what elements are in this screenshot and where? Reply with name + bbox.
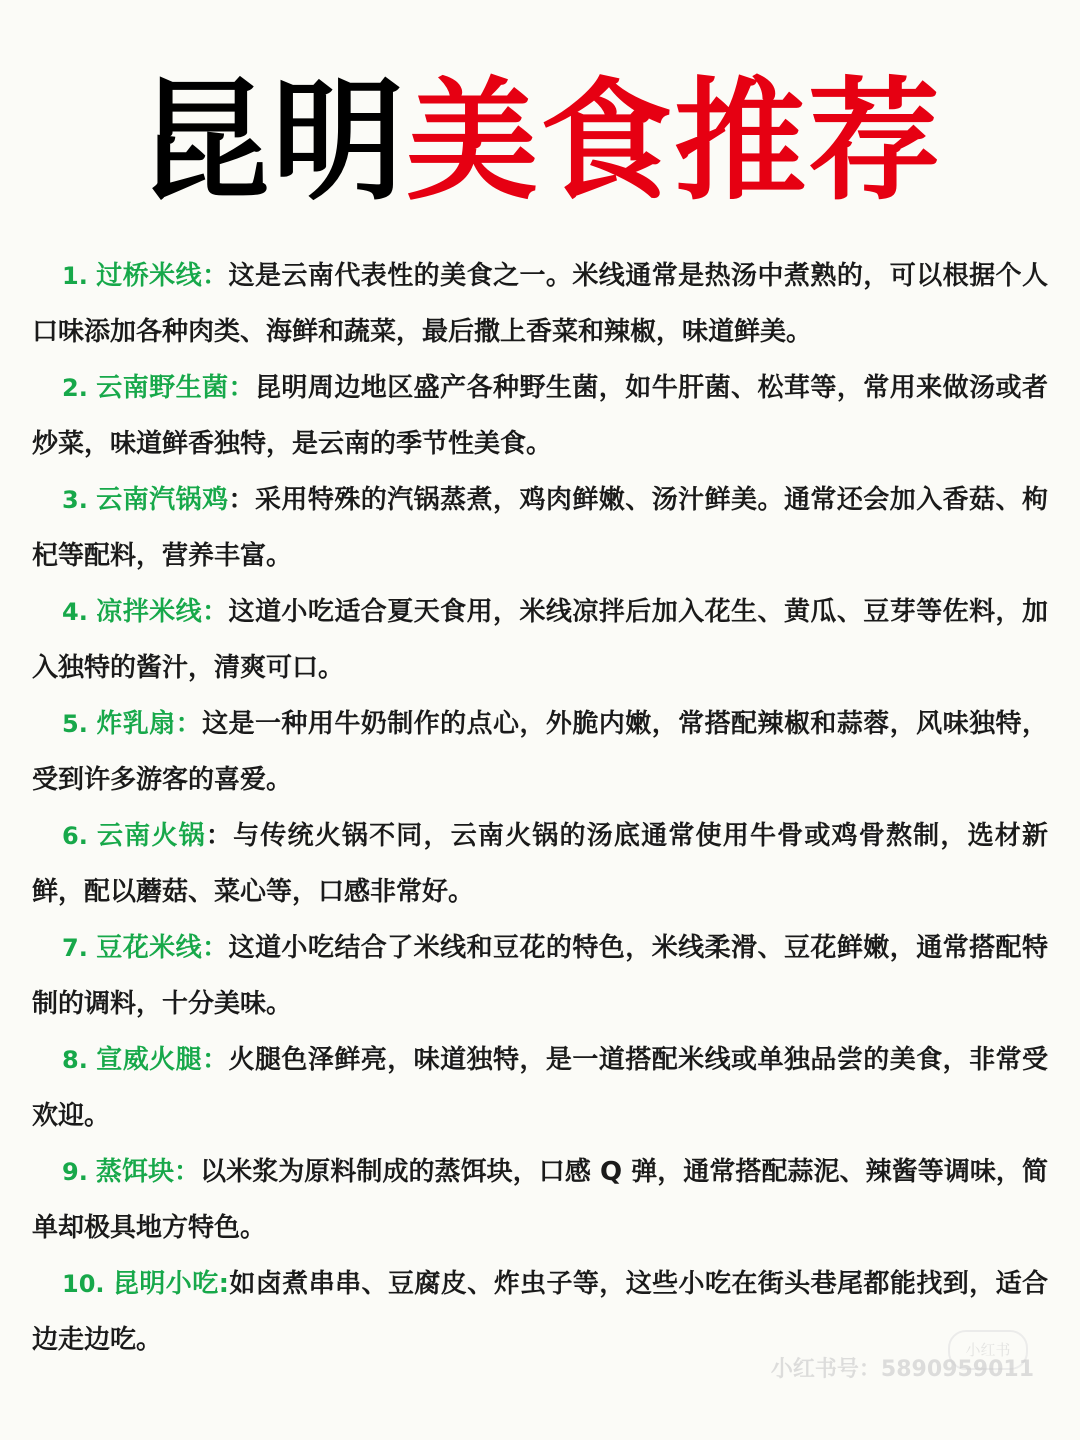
item-description: 这道小吃适合夏天食用，米线凉拌后加入花生、黄瓜、豆芽等佐料，加入独特的酱汁，清爽可口。 [32, 597, 1048, 683]
item-number: 1. [62, 262, 88, 290]
item-name: 宣威火腿： [95, 1045, 229, 1075]
item-name: 昆明小吃: [112, 1269, 230, 1299]
item-description: ：与传统火锅不同，云南火锅的汤底通常使用牛骨或鸡骨熬制，选材新鲜，配以蘑菇、菜心等，口感非常好。 [32, 821, 1048, 907]
item-description: 昆明周边地区盛产各种野生菌，如牛肝菌、松茸等，常用来做汤或者炒菜，味道鲜香独特，是云南的季节性美食。 [32, 373, 1048, 459]
item-description: 这道小吃结合了米线和豆花的特色，米线柔滑、豆花鲜嫩，通常搭配特制的调料，十分美味。 [32, 933, 1048, 1019]
item-name: 过桥米线： [95, 261, 229, 291]
item-number: 10. [62, 1270, 105, 1298]
item-number: 7. [62, 934, 88, 962]
list-item [32, 248, 1048, 360]
item-description: 这是一种用牛奶制作的点心，外脆内嫩，常搭配辣椒和蒜蓉，风味独特，受到许多游客的喜爱。 [32, 709, 1048, 795]
list-item [32, 808, 1048, 920]
watermark-account: 小红书号：5890959011 [770, 1357, 1034, 1382]
title-topic: 美食推荐 [406, 65, 942, 219]
list-item [32, 1144, 1048, 1256]
item-name: 豆花米线： [95, 933, 229, 963]
watermark-logo: 小红书 [948, 1330, 1028, 1370]
list-item [32, 360, 1048, 472]
item-description: 如卤煮串串、豆腐皮、炸虫子等，这些小吃在街头巷尾都能找到，适合边走边吃。 [32, 1269, 1048, 1355]
item-description: 以米浆为原料制成的蒸饵块，口感 Q 弹，通常搭配蒜泥、辣酱等调味，简单却极具地方特色。 [32, 1157, 1048, 1243]
item-description: ：采用特殊的汽锅蒸煮，鸡肉鲜嫩、汤汁鲜美。通常还会加入香菇、枸杞等配料，营养丰富。 [32, 485, 1048, 571]
item-name: 云南野生菌： [95, 373, 255, 403]
food-list [32, 248, 1048, 1368]
item-name: 炸乳扇： [95, 709, 203, 739]
item-name: 云南汽锅鸡 [95, 485, 229, 515]
list-item [32, 584, 1048, 696]
item-number: 2. [62, 374, 88, 402]
list-item [32, 1032, 1048, 1144]
list-item [32, 472, 1048, 584]
item-number: 9. [62, 1158, 88, 1186]
title-city: 昆明 [138, 65, 406, 219]
item-number: 6. [62, 822, 88, 850]
list-item [32, 920, 1048, 1032]
item-number: 4. [62, 598, 88, 626]
item-number: 8. [62, 1046, 88, 1074]
item-number: 5. [62, 710, 88, 738]
item-name: 云南火锅 [95, 821, 206, 851]
list-item [32, 696, 1048, 808]
item-name: 凉拌米线： [95, 597, 229, 627]
item-description: 火腿色泽鲜亮，味道独特，是一道搭配米线或单独品尝的美食，非常受欢迎。 [32, 1045, 1048, 1131]
item-name: 蒸饵块： [95, 1157, 201, 1187]
item-number: 3. [62, 486, 88, 514]
page-title [0, 62, 1080, 222]
item-description: 这是云南代表性的美食之一。米线通常是热汤中煮熟的，可以根据个人口味添加各种肉类、海鲜和蔬菜，最后撒上香菜和辣椒，味道鲜美。 [32, 261, 1048, 347]
